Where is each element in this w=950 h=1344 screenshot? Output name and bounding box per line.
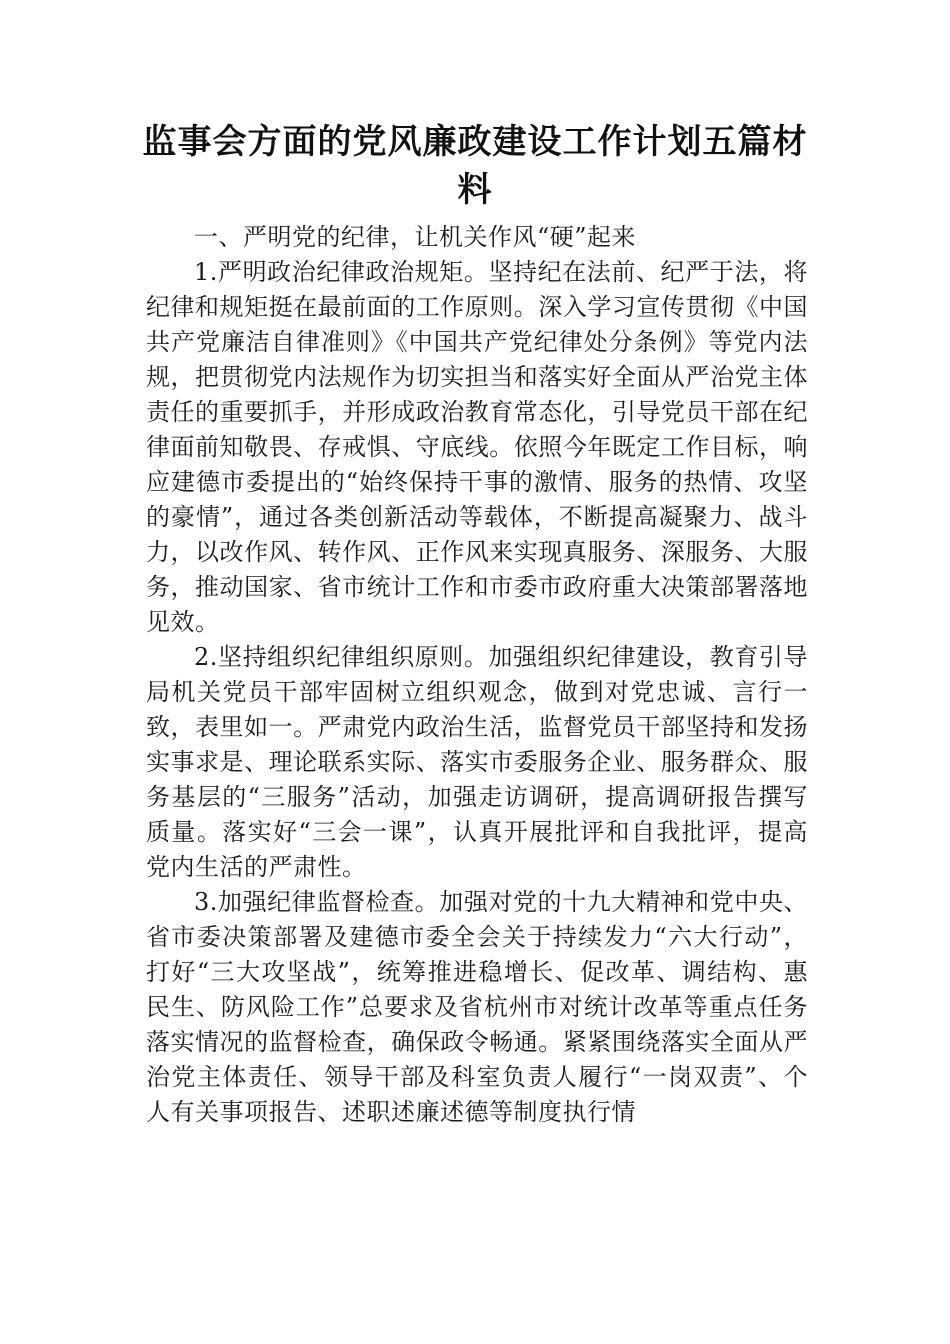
document-body <box>146 220 808 1130</box>
paragraph: 3.加强纪律监督检查。加强对党的十九大精神和党中央、省市委决策部署及建德市委全会关于持续发力“六大行动”，打好“三大攻坚战”，统筹推进稳增长、促改革、调结构、惠民生、防风险工作”总要求及省杭州市对统计改革等重点任务落实情况的监督检查，确保政令畅通。紧紧围绕落实全面从严治党主体责任、领导干部及科室负责人履行“一岗双责”、个人有关事项报告、述职述廉述德等制度执行情 <box>146 888 808 1126</box>
document-title: 监事会方面的党风廉政建设工作计划五篇材料 <box>142 122 808 210</box>
paragraph: 1.严明政治纪律政治规矩。坚持纪在法前、纪严于法，将纪律和规矩挺在最前面的工作原则。深入学习宣传贯彻《中国共产党廉洁自律准则》《中国共产党纪律处分条例》等党内法规，把贯彻党内法规作为切实担当和落实好全面从严治党主体责任的重要抓手，并形成政治教育常态化，引导党员干部在纪律面前知敬畏、存戒惧、守底线。依照今年既定工作目标，响应建德市委提出的“始终保持干事的激情、服务的热情、攻坚的豪情”，通过各类创新活动等载体，不断提高凝聚力、战斗力，以改作风、转作风、正作风来实现真服务、深服务、大服务，推动国家、省市统计工作和市委市政府重大决策部署落地见效。 <box>146 258 808 636</box>
section-heading: 一、严明党的纪律，让机关作风“硬”起来 <box>194 223 637 251</box>
paragraph: 2.坚持组织纪律组织原则。加强组织纪律建设，教育引导局机关党员干部牢固树立组织观念，做到对党忠诚、言行一致，表里如一。严肃党内政治生活，监督党员干部坚持和发扬实事求是、理论联系实际、落实市委服务企业、服务群众、服务基层的“三服务”活动，加强走访调研，提高调研报告撰写质量。落实好“三会一课”，认真开展批评和自我批评，提高党内生活的严肃性。 <box>146 643 808 881</box>
